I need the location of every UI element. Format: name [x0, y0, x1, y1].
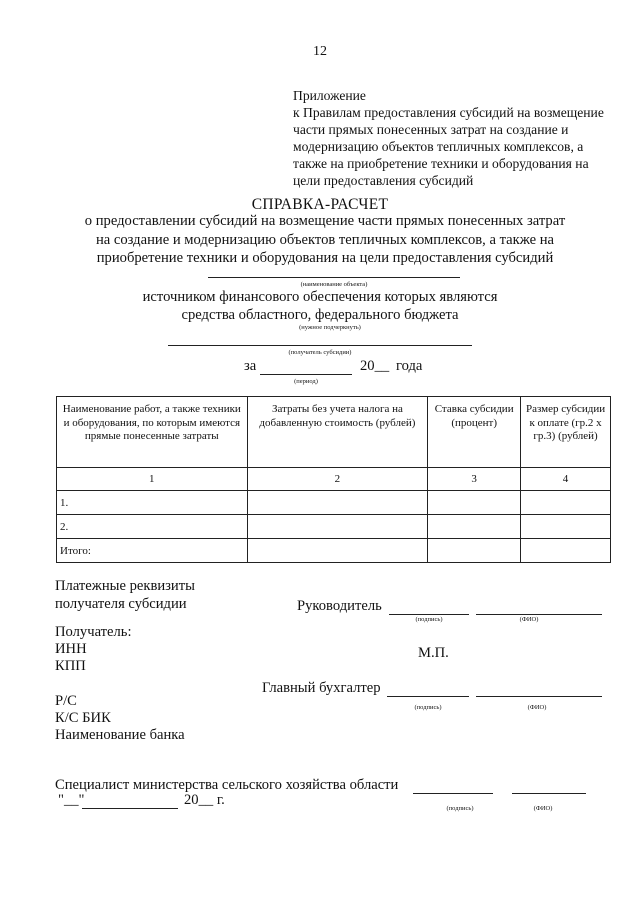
- row-label: 2.: [57, 515, 248, 539]
- table-cell[interactable]: [521, 491, 611, 515]
- head-fio-caption: (ФИО): [519, 616, 539, 623]
- header-cell: Ставка субсидии (процент): [428, 397, 521, 468]
- rs-label: Р/С: [55, 693, 77, 709]
- column-number: 2: [247, 468, 428, 491]
- column-number: 1: [57, 468, 248, 491]
- specialist-fio-line[interactable]: [512, 793, 586, 794]
- accountant-fio-line[interactable]: [476, 696, 602, 697]
- payment-details-line-1: Платежные реквизиты: [55, 578, 195, 594]
- specialist-signature-line[interactable]: [413, 793, 493, 794]
- head-fio-line[interactable]: [476, 614, 602, 615]
- table-cell[interactable]: [247, 515, 428, 539]
- object-name-caption: (наименование объекта): [300, 281, 368, 288]
- document-subtitle: [40, 212, 610, 268]
- head-signature-line[interactable]: [389, 614, 469, 615]
- page-number: 12: [313, 44, 327, 59]
- appendix-line: также на приобретение техники и оборудования на: [293, 156, 589, 171]
- period-line[interactable]: [260, 374, 352, 375]
- appendix-block: [293, 87, 633, 189]
- column-number: 3: [428, 468, 521, 491]
- table-row-total: [57, 539, 611, 563]
- table-cell[interactable]: [247, 491, 428, 515]
- ks-bik-label: К/С БИК: [55, 710, 111, 726]
- accountant-fio-caption: (ФИО): [527, 704, 547, 711]
- recipient-caption: (получатель субсидии): [288, 349, 352, 356]
- object-name-line[interactable]: [208, 277, 460, 278]
- table-cell[interactable]: [428, 515, 521, 539]
- head-signature-caption: (подпись): [415, 616, 443, 623]
- period-year: 20__: [360, 358, 390, 374]
- bank-name-label: Наименование банка: [55, 727, 185, 743]
- table-cell[interactable]: [521, 515, 611, 539]
- header-cell: Наименование работ, а также техники и оборудования, по которым имеются прямые понесенные затраты: [57, 397, 248, 468]
- table-cell[interactable]: [428, 539, 521, 563]
- recipient-line[interactable]: [168, 345, 472, 346]
- specialist-fio-caption: (ФИО): [533, 805, 553, 812]
- row-label: 1.: [57, 491, 248, 515]
- header-cell: Размер субсидии к оплате (гр.2 х гр.3) (рублей): [521, 397, 611, 468]
- row-label: Итого:: [57, 539, 248, 563]
- appendix-line: к Правилам предоставления субсидий на возмещение: [293, 105, 604, 120]
- appendix-line: части прямых понесенных затрат на создание и: [293, 122, 569, 137]
- recipient-label: Получатель:: [55, 624, 132, 640]
- appendix-line: модернизацию объектов тепличных комплексов, а: [293, 139, 584, 154]
- head-label: Руководитель: [297, 598, 382, 614]
- table-cell[interactable]: [428, 491, 521, 515]
- underline-caption: (нужное подчеркнуть): [299, 324, 361, 331]
- stamp-label: М.П.: [418, 645, 449, 661]
- period-za: за: [244, 358, 257, 374]
- column-number: 4: [521, 468, 611, 491]
- table-header-row: [57, 397, 611, 468]
- kpp-label: КПП: [55, 658, 86, 674]
- subtitle-line: о предоставлении субсидий на возмещение части прямых понесенных затрат: [84, 213, 566, 229]
- table-row: [57, 515, 611, 539]
- table-cell[interactable]: [247, 539, 428, 563]
- accountant-signature-caption: (подпись): [414, 704, 442, 711]
- subtitle-line: на создание и модернизацию объектов тепличных комплексов, а также на: [95, 231, 555, 248]
- calculation-table: [56, 396, 611, 563]
- period-year-word: года: [396, 358, 423, 374]
- accountant-signature-line[interactable]: [387, 696, 469, 697]
- table-cell[interactable]: [521, 539, 611, 563]
- payment-details-line-2: получателя субсидии: [55, 596, 187, 612]
- appendix-line: цели предоставления субсидий: [293, 173, 474, 188]
- specialist-signature-caption: (подпись): [446, 805, 474, 812]
- date-month-line[interactable]: [82, 808, 178, 809]
- date-day: "__": [58, 792, 85, 808]
- accountant-label: Главный бухгалтер: [262, 680, 381, 696]
- document-title: СПРАВКА-РАСЧЕТ: [251, 196, 389, 213]
- subtitle-line: приобретение техники и оборудования на цели предоставления субсидий: [96, 250, 554, 266]
- column-number-row: [57, 468, 611, 491]
- source-line-1: источником финансового обеспечения которых являются: [142, 289, 498, 305]
- header-cell: Затраты без учета налога на добавленную стоимость (рублей): [247, 397, 428, 468]
- period-caption: (период): [294, 378, 318, 385]
- date-year: 20__ г.: [184, 792, 225, 808]
- specialist-label: Специалист министерства сельского хозяйства области: [55, 777, 399, 793]
- source-line-2: средства областного, федерального бюджета: [181, 307, 459, 323]
- table-row: [57, 491, 611, 515]
- inn-label: ИНН: [55, 641, 87, 657]
- appendix-title: Приложение: [293, 88, 366, 103]
